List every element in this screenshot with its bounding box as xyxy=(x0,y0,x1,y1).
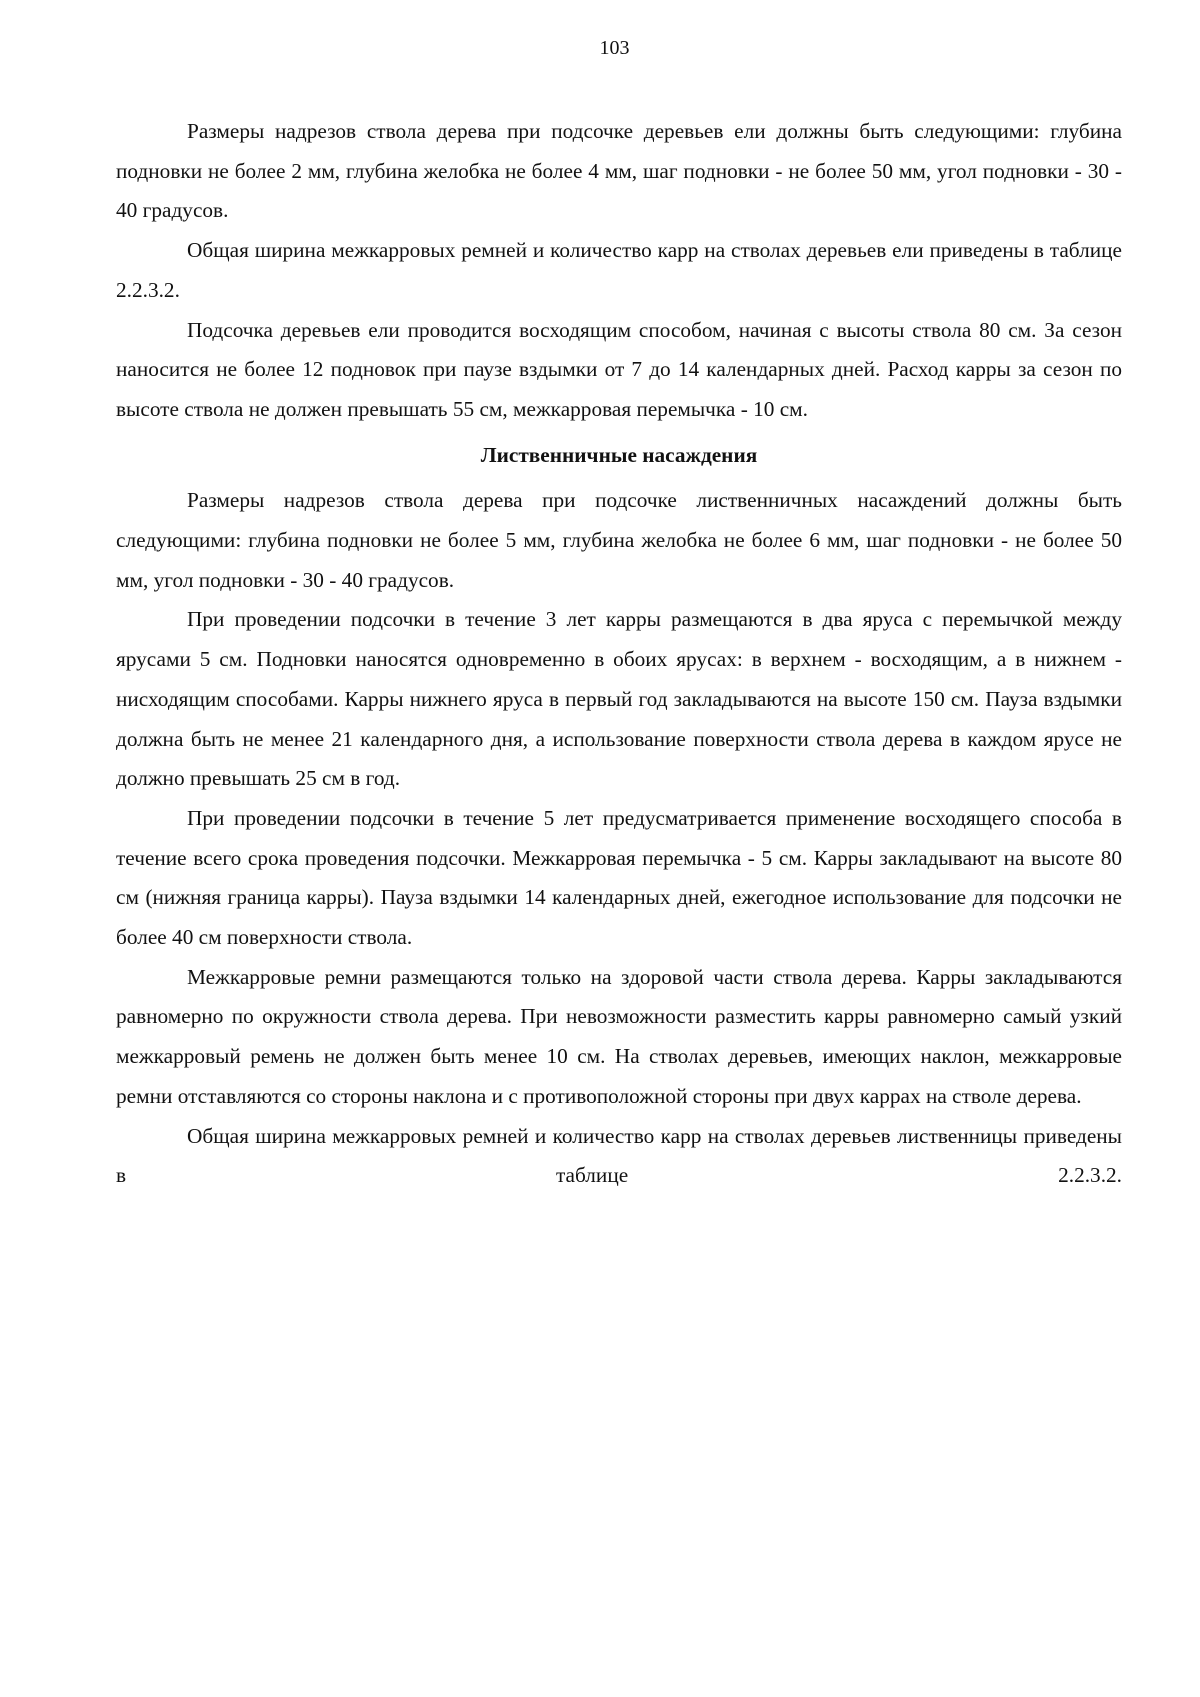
page-number: 103 xyxy=(599,37,630,59)
section-heading-larch: Лиственничные насаждения xyxy=(480,442,758,467)
paragraph-larch-three-year-tapping: При проведении подсочки в течение 3 лет карры размещаются в два яруса с перемычкой между ярусами 5 см. Подновки наносятся одновременно в обоих ярусах: в верхнем - восходящим, а в нижнем - нисходящим способами. Карры нижнего яруса в первый год закладываются на высоте 150 см. Пауза вздымки должна быть не менее 21 календарного дня, а использование поверхности ствола дерева в каждом ярусе не должно превышать 25 см в год. xyxy=(116,607,1122,791)
paragraph-larch-cut-sizes: Размеры надрезов ствола дерева при подсочке лиственничных насаждений должны быть следующими: глубина подновки не более 5 мм, глубина желобка не более 6 мм, шаг подновки - не более 50 мм, угол подновки - 30 - 40 градусов. xyxy=(116,488,1122,592)
paragraph-larch-table-reference: Общая ширина межкарровых ремней и количество карр на стволах деревьев лиственницы приведены в таблице 2.2.3.2. xyxy=(116,1123,1122,1188)
paragraph-spruce-table-reference: Общая ширина межкарровых ремней и количество карр на стволах деревьев ели приведены в таблице 2.2.3.2. xyxy=(116,238,1122,302)
paragraph-spruce-cut-sizes: Размеры надрезов ствола дерева при подсочке деревьев ели должны быть следующими: глубина подновки не более 2 мм, глубина желобка не более 4 мм, шаг подновки - не более 50 мм, угол подновки - 30 - 40 градусов. xyxy=(116,119,1122,223)
paragraph-spruce-tapping-method: Подсочка деревьев ели проводится восходящим способом, начиная с высоты ствола 80 см. За сезон наносится не более 12 подновок при паузе вздымки от 7 до 14 календарных дней. Расход карры за сезон по высоте ствола не должен превышать 55 см, межкарровая перемычка - 10 см. xyxy=(116,317,1122,421)
paragraph-larch-five-year-tapping: При проведении подсочки в течение 5 лет предусматривается применение восходящего способа в течение всего срока проведения подсочки. Межкарровая перемычка - 5 см. Карры закладывают на высоте 80 см (нижняя граница карры). Пауза вздымки 14 календарных дней, ежегодное использование для подсочки не более 40 см поверхности ствола. xyxy=(116,805,1122,950)
paragraph-larch-belt-placement: Межкарровые ремни размещаются только на здоровой части ствола дерева. Карры закладываются равномерно по окружности ствола дерева. При невозможности разместить карры равномерно самый узкий межкарровый ремень не должен быть менее 10 см. На стволах деревьев, имеющих наклон, межкарровые ремни отставляются со стороны наклона и с противоположной стороны при двух каррах на стволе дерева. xyxy=(116,964,1122,1108)
page-body xyxy=(116,112,1122,1196)
